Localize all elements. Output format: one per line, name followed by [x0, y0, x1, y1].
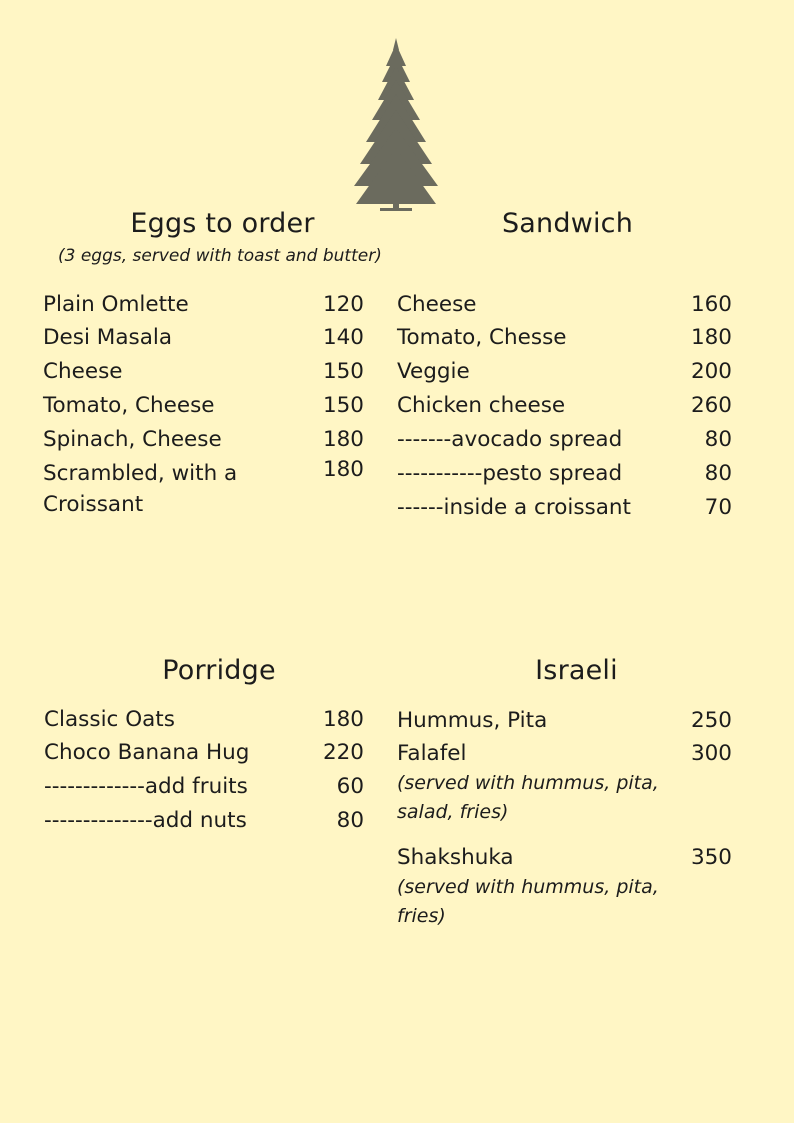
menu-item-name: Falafel — [397, 741, 467, 766]
menu-item-name: Classic Oats — [44, 707, 175, 732]
section-title-israeli: Israeli — [535, 655, 618, 686]
menu-item-price: 80 — [704, 461, 732, 486]
menu-item-name: Cheese — [397, 292, 477, 317]
menu-item-note: (served with hummus, pita, — [397, 876, 659, 898]
menu-item-note: salad, fries) — [397, 801, 509, 823]
menu-item-name: Cheese — [43, 359, 123, 384]
menu-item-name: Choco Banana Hug — [44, 740, 250, 765]
menu-item-price: 180 — [322, 427, 364, 452]
menu-item-price: 180 — [690, 325, 732, 350]
menu-item-name: Plain Omlette — [43, 292, 189, 317]
menu-item-name: Scrambled, with a — [43, 461, 238, 486]
section-title-porridge: Porridge — [162, 655, 276, 686]
menu-item-price: 150 — [322, 393, 364, 418]
menu-item-name: Tomato, Chesse — [397, 325, 567, 350]
menu-item-name: ------inside a croissant — [397, 495, 631, 520]
section-title-sandwich: Sandwich — [501, 208, 634, 239]
menu-item-note: fries) — [397, 905, 446, 927]
menu-item-price: 60 — [336, 774, 364, 799]
menu-item-price: 150 — [322, 359, 364, 384]
menu-item-name: Desi Masala — [43, 325, 173, 350]
menu-item-name: Spinach, Cheese — [43, 427, 222, 452]
menu-item-name: Tomato, Cheese — [43, 393, 215, 418]
menu-item-name-continued: Croissant — [43, 492, 144, 517]
menu-item-price: 160 — [690, 292, 732, 317]
pine-tree-icon — [350, 36, 442, 214]
menu-item-price: 80 — [336, 808, 364, 833]
menu-item-price: 200 — [690, 359, 732, 384]
menu-item-price: 220 — [322, 740, 364, 765]
menu-item-name: -------avocado spread — [397, 427, 623, 452]
menu-item-price: 120 — [322, 292, 364, 317]
menu-item-price: 80 — [704, 427, 732, 452]
menu-item-price: 260 — [690, 393, 732, 418]
menu-item-price: 70 — [704, 495, 732, 520]
menu-item-name: Shakshuka — [397, 845, 514, 870]
section-subtitle-eggs: (3 eggs, served with toast and butter) — [58, 246, 382, 266]
menu-item-name: -------------add fruits — [44, 774, 248, 799]
menu-item-price: 140 — [322, 325, 364, 350]
menu-item-name: Chicken cheese — [397, 393, 566, 418]
menu-item-price: 300 — [690, 741, 732, 766]
menu-item-price: 250 — [690, 708, 732, 733]
menu-item-name: Veggie — [397, 359, 470, 384]
menu-item-note: (served with hummus, pita, — [397, 772, 659, 794]
menu-item-name: --------------add nuts — [44, 808, 247, 833]
menu-item-price: 180 — [322, 707, 364, 732]
menu-item-price: 180 — [322, 457, 364, 482]
section-title-eggs: Eggs to order — [130, 208, 315, 239]
menu-item-name: Hummus, Pita — [397, 708, 548, 733]
menu-item-name: -----------pesto spread — [397, 461, 623, 486]
menu-item-price: 350 — [690, 845, 732, 870]
